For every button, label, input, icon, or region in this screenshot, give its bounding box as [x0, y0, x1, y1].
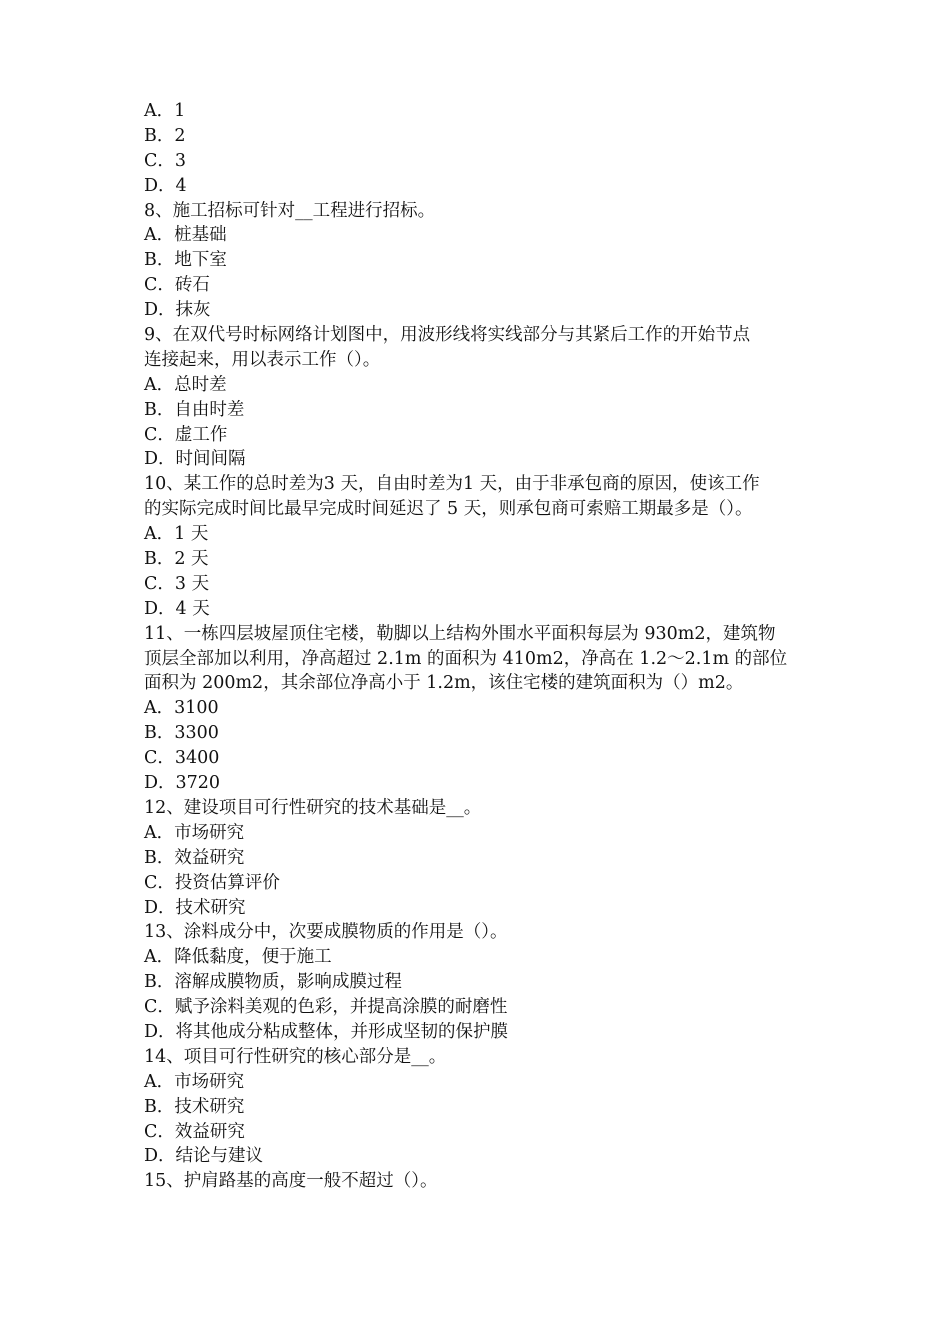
text-line: 连接起来，用以表示工作（）。 — [144, 349, 381, 370]
text-line: B．2 天 — [144, 549, 209, 570]
text-line: B．3300 — [144, 723, 219, 744]
text-line: 9、在双代号时标网络计划图中，用波形线将实线部分与其紧后工作的开始节点 — [144, 325, 751, 346]
text-line: 14、项目可行性研究的核心部分是__。 — [144, 1046, 447, 1067]
text-line: 11、一栋四层坡屋顶住宅楼，勒脚以上结构外围水平面积每层为 930m2，建筑物 — [144, 623, 776, 644]
text-line: 8、施工招标可针对__工程进行招标。 — [144, 200, 436, 221]
text-line: D．结论与建议 — [144, 1146, 264, 1167]
text-line: 15、护肩路基的高度一般不超过（）。 — [144, 1171, 438, 1192]
text-line: 13、涂料成分中，次要成膜物质的作用是（）。 — [144, 922, 508, 943]
text-line: C．砖石 — [144, 275, 210, 296]
text-line: B．2 — [144, 125, 186, 146]
text-line: B．技术研究 — [144, 1096, 245, 1117]
text-line: D．抹灰 — [144, 300, 211, 321]
text-line: 10、某工作的总时差为3 天，自由时差为1 天，由于非承包商的原因，使该工作 — [144, 474, 760, 495]
text-line: A．降低黏度，便于施工 — [144, 947, 332, 968]
text-line: 顶层全部加以利用，净高超过 2.1m 的面积为 410m2，净高在 1.2～2.1m 的部位 — [144, 648, 788, 669]
text-line: A．总时差 — [144, 374, 227, 395]
text-line: D．技术研究 — [144, 897, 246, 918]
text-line: A．市场研究 — [144, 822, 245, 843]
text-line: C．赋予涂料美观的色彩，并提高涂膜的耐磨性 — [144, 997, 508, 1018]
text-line: D．4 天 — [144, 598, 210, 619]
text-line: D．4 — [144, 175, 187, 196]
text-line: 面积为 200m2，其余部位净高小于 1.2m，该住宅楼的建筑面积为（）m2。 — [144, 673, 744, 694]
text-line: A．桩基础 — [144, 225, 227, 246]
text-line: D．3720 — [144, 773, 221, 794]
text-line: A．1 天 — [144, 524, 209, 545]
document-body — [144, 99, 824, 1194]
text-line: D．将其他成分粘成整体，并形成坚韧的保护膜 — [144, 1021, 509, 1042]
text-line: B．自由时差 — [144, 399, 245, 420]
text-line: D．时间间隔 — [144, 449, 246, 470]
text-line: C．虚工作 — [144, 424, 228, 445]
text-line: A．3100 — [144, 698, 219, 719]
text-line: A．市场研究 — [144, 1071, 245, 1092]
text-line: C．效益研究 — [144, 1121, 245, 1142]
text-line: 12、建设项目可行性研究的技术基础是__。 — [144, 797, 482, 818]
text-line: C．3 天 — [144, 573, 210, 594]
text-line: C．投资估算评价 — [144, 872, 280, 893]
text-line: C．3 — [144, 150, 187, 171]
text-line: C．3400 — [144, 748, 220, 769]
text-line: B．地下室 — [144, 250, 227, 271]
text-line: B．溶解成膜物质，影响成膜过程 — [144, 972, 402, 993]
text-line: 的实际完成时间比最早完成时间延迟了 5 天，则承包商可索赔工期最多是（）。 — [144, 499, 753, 520]
text-line: A．1 — [144, 101, 186, 121]
text-line: B．效益研究 — [144, 847, 245, 868]
